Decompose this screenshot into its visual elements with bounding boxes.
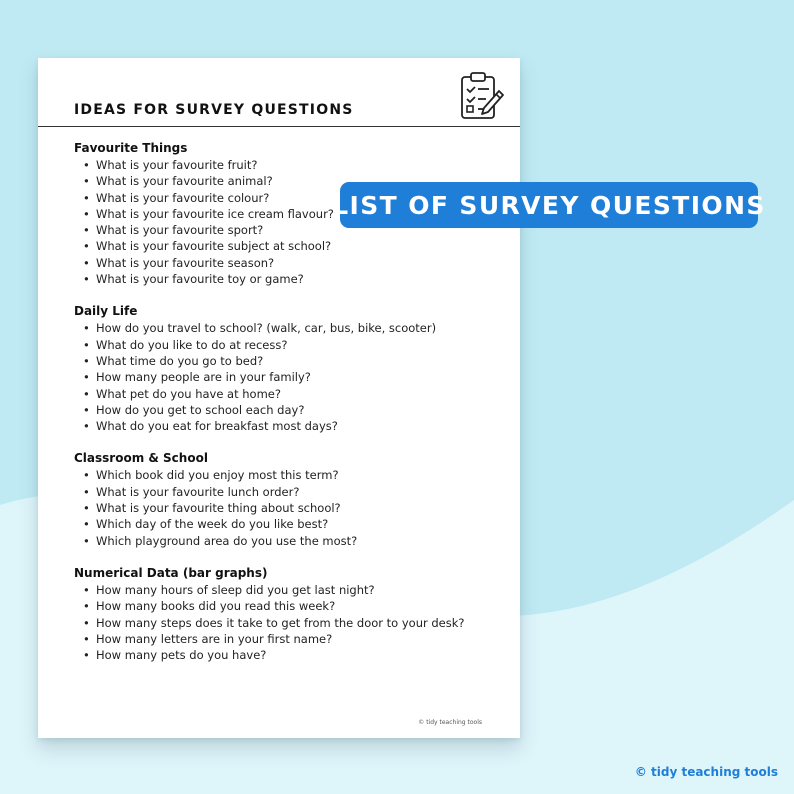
section-heading: Classroom & School [74, 451, 208, 466]
section-numerical-data [74, 565, 514, 663]
list-item: • What do you like to do at recess? [74, 337, 514, 353]
list-item: • What is your favourite fruit? [74, 157, 514, 173]
list-item: • How many steps does it take to get from the door to your desk? [74, 615, 514, 631]
question-list [74, 582, 514, 663]
question-list [74, 467, 514, 548]
list-item: • What pet do you have at home? [74, 386, 514, 402]
title-divider [38, 126, 520, 127]
list-item: • How many hours of sleep did you get last night? [74, 582, 514, 598]
page-footer-copyright: © tidy teaching tools [418, 719, 482, 726]
question-list [74, 320, 514, 434]
list-item: • What is your favourite colour? [74, 190, 514, 206]
list-item: • What is your favourite toy or game? [74, 271, 514, 287]
section-daily-life [74, 303, 514, 434]
brand-credit: © tidy teaching tools [634, 765, 778, 779]
clipboard-checklist-icon [460, 71, 504, 121]
list-item: • How many letters are in your first name? [74, 631, 514, 647]
list-item: • What do you eat for breakfast most days? [74, 418, 514, 434]
list-item: • Which playground area do you use the most? [74, 533, 514, 549]
list-item: • What is your favourite subject at school? [74, 238, 514, 254]
callout-banner: LIST OF SURVEY QUESTIONS [340, 182, 758, 228]
list-item: • What is your favourite ice cream flavour? [74, 206, 514, 222]
list-item: • How many people are in your family? [74, 369, 514, 385]
list-item: • What time do you go to bed? [74, 353, 514, 369]
worksheet-page [38, 58, 520, 738]
list-item: • Which book did you enjoy most this term? [74, 467, 514, 483]
list-item: • What is your favourite lunch order? [74, 484, 514, 500]
list-item: • How do you travel to school? (walk, car, bus, bike, scooter) [74, 320, 514, 336]
list-item: • What is your favourite season? [74, 255, 514, 271]
section-classroom-school [74, 450, 514, 548]
section-heading: Favourite Things [74, 141, 188, 155]
list-item: • Which day of the week do you like best? [74, 516, 514, 532]
list-item: • What is your favourite animal? [74, 173, 514, 189]
list-item: • What is your favourite sport? [74, 222, 514, 238]
list-item: • How do you get to school each day? [74, 402, 514, 418]
list-item: • What is your favourite thing about school? [74, 500, 514, 516]
section-heading: Numerical Data (bar graphs) [74, 565, 268, 580]
page-title: IDEAS FOR SURVEY QUESTIONS [74, 102, 354, 118]
section-heading: Daily Life [74, 304, 138, 319]
list-item: • How many pets do you have? [74, 647, 514, 663]
list-item: • How many books did you read this week? [74, 598, 514, 614]
